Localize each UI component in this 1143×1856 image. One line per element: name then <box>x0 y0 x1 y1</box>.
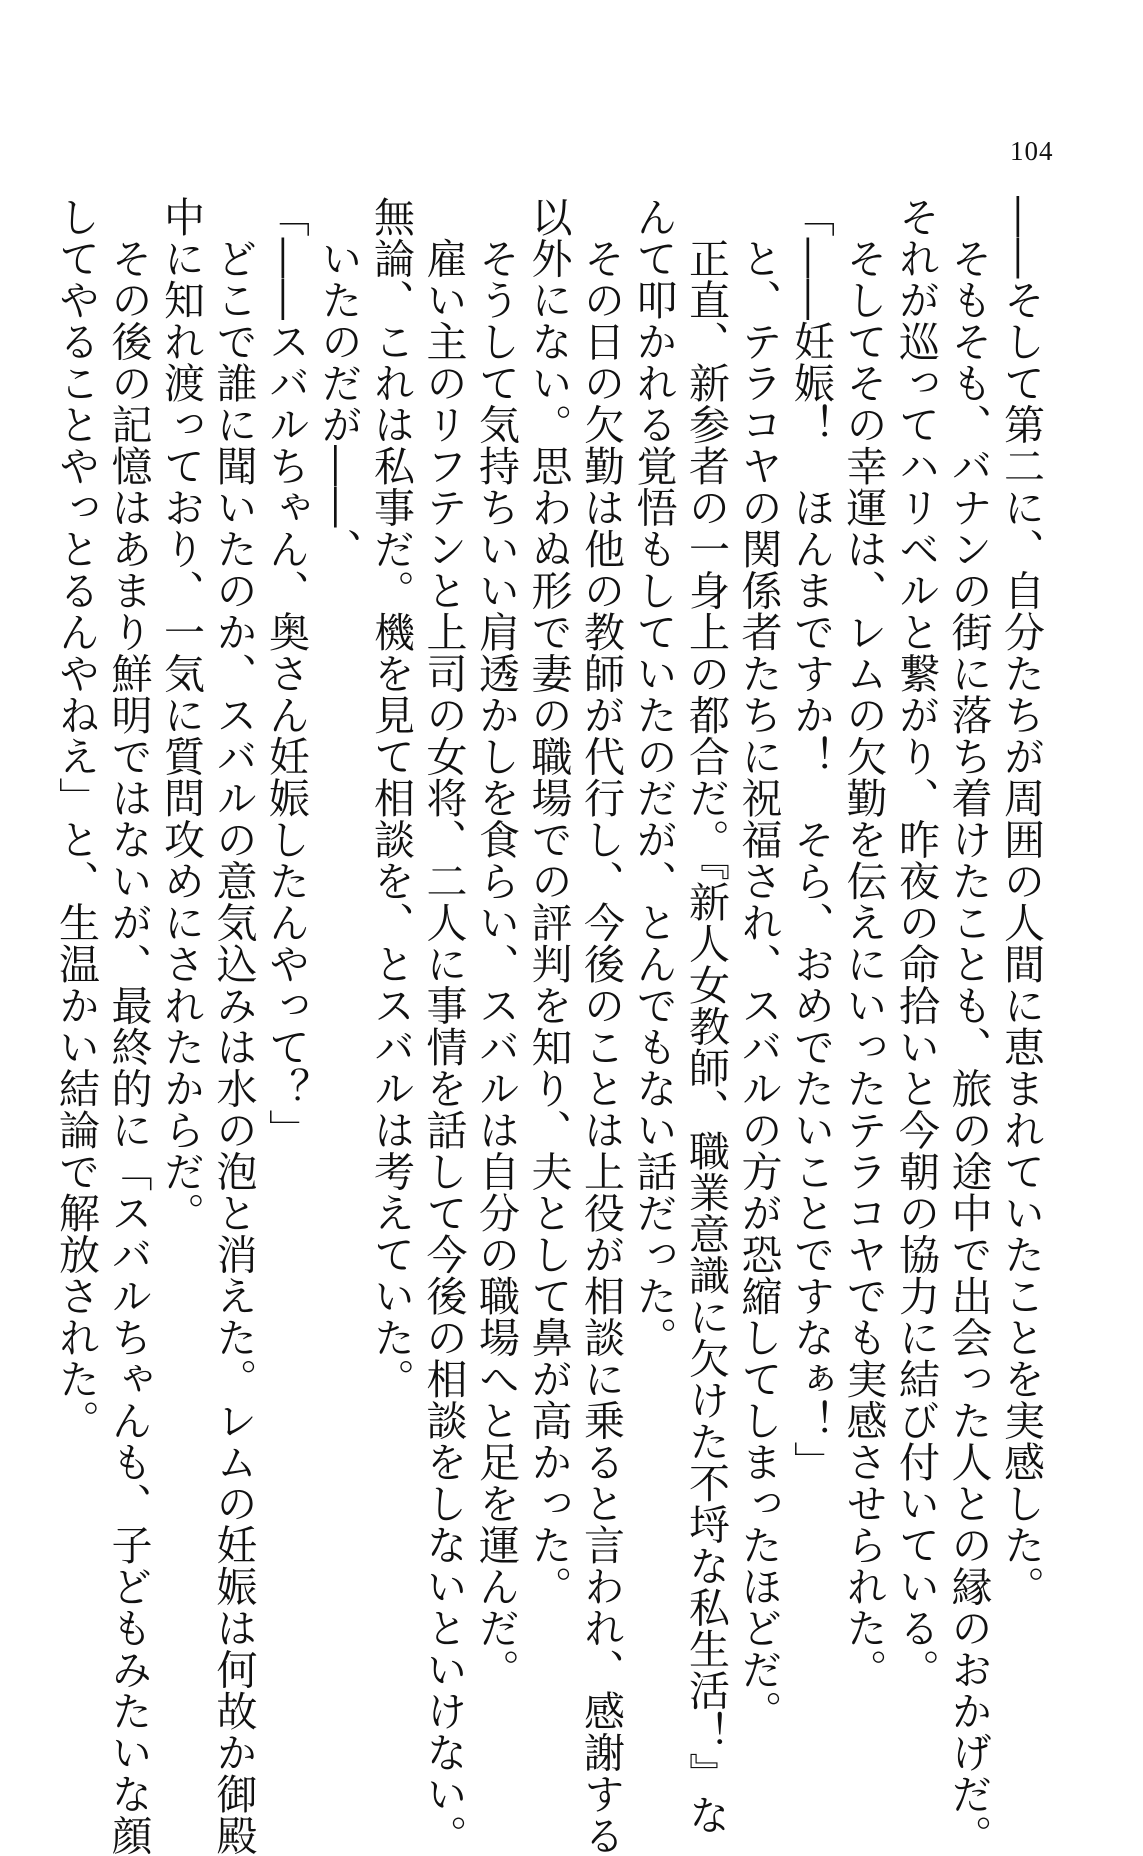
text-line: その後の記憶はあまり鮮明ではないが、最終的に「スバルちゃんも、子どもみたいな顔 <box>104 196 153 1856</box>
text-line: そうして気持ちいい肩透かしを食らい、スバルは自分の職場へと足を運んだ。 <box>472 196 520 1690</box>
text-line: ――そして第二に、自分たちが周囲の人間に恵まれていたことを実感した。 <box>997 196 1045 1607</box>
text-line: 無論、これは私事だ。機を見て相談を、とスバルは考えていた。 <box>367 196 415 1400</box>
text-line: 中に知れ渡っており、一気に質問攻めにされたからだ。 <box>157 196 205 1234</box>
text-line: 「――妊娠！ ほんまですか！ そら、おめでたいことですなぁ！」 <box>787 196 835 1483</box>
text-line: 雇い主のリフテンと上司の女将、二人に事情を話して今後の相談をしないといけない。 <box>419 196 468 1856</box>
text-line: 正直、新参者の一身上の都合だ。『新人女教師、職業意識に欠けた不埒な私生活！』な <box>682 196 730 1836</box>
text-line: どこで誰に聞いたのか、スバルの意気込みは水の泡と消えた。レムの妊娠は何故か御殿 <box>209 196 258 1856</box>
text-line: そもそも、バナンの街に落ち着けたことも、旅の途中で出会った人との縁のおかげだ。 <box>944 196 993 1856</box>
text-line: それが巡ってハリベルと繋がり、昨夜の命拾いと今朝の協力に結び付いている。 <box>892 196 940 1690</box>
text-line: してやることやっとるんやねえ」と、生温かい結論で解放された。 <box>52 196 100 1441</box>
text-line: いたのだが――、 <box>314 196 363 570</box>
text-line: と、テラコヤの関係者たちに祝福され、スバルの方が恐縮してしまったほどだ。 <box>734 196 783 1732</box>
text-line: そしてその幸運は、レムの欠勤を伝えにいったテラコヤでも実感させられた。 <box>839 196 888 1690</box>
body-text <box>50 196 1048 1856</box>
text-line: その日の欠勤は他の教師が代行し、今後のことは上役が相談に乗ると言われ、感謝する <box>577 196 625 1856</box>
text-line: んて叩かれる覚悟もしていたのだが、とんでもない話だった。 <box>629 196 678 1358</box>
page-number: 104 <box>1010 136 1054 166</box>
text-line: 以外にない。思わぬ形で妻の職場での評判を知り、夫として鼻が高かった。 <box>524 196 573 1607</box>
text-line: 「――スバルちゃん、奥さん妊娠したんやって？」 <box>262 196 310 1151</box>
